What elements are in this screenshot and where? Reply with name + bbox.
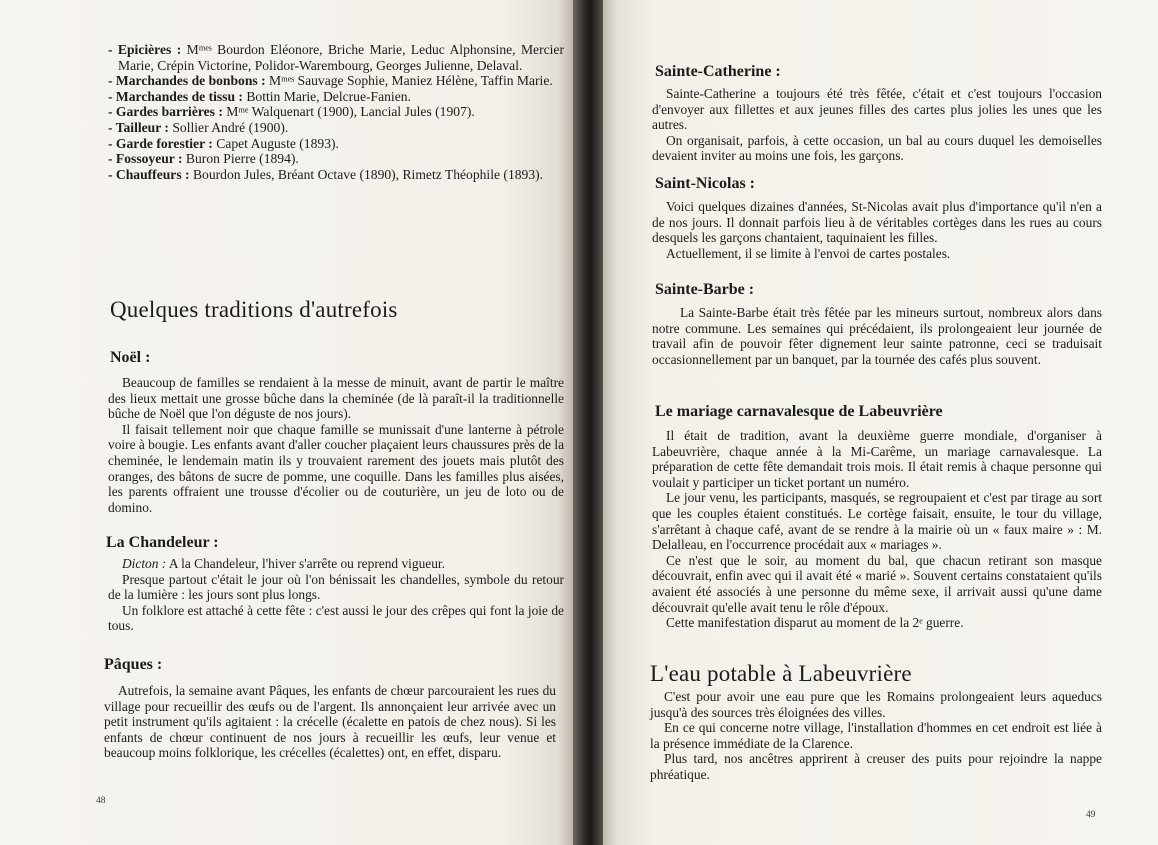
paragraph: Voici quelques dizaines d'années, St-Nicolas avait plus d'importance qu'il n'en a de nos jours. Il donnait parfois lieu à de véritables cortèges dans les rues au cours desquels les garçons chantaient, taquinaient les filles. bbox=[652, 199, 1102, 246]
paragraph: Un folklore est attaché à cette fête : c'est aussi le jour des crêpes qui font la joie de tous. bbox=[108, 602, 564, 634]
trade-entry: - Marchandes de tissu : Bottin Marie, Delcrue-Fanien. bbox=[108, 88, 411, 104]
paragraph: On organisait, parfois, à cette occasion, un bal au cours duquel les demoiselles devaient inviter au moins une fois, les garçons. bbox=[652, 132, 1102, 164]
paragraph: La Sainte-Barbe était très fêtée par les mineurs surtout, nombreux alors dans notre commune. Les semaines qui précédaient, ils prolongeaient leur journée de travail afin de pouvoir fêter dignement leur sainte patronne, ceci se traduisait occasionnellement par un banquet, par la tournée des cafés plus souvent. bbox=[652, 305, 1102, 367]
trade-entry: - Chauffeurs : Bourdon Jules, Bréant Octave (1890), Rimetz Théophile (1893). bbox=[108, 166, 544, 182]
paragraph: Cette manifestation disparut au moment de la 2ᵉ guerre. bbox=[666, 615, 964, 631]
heading-saint-nicolas: Saint-Nicolas : bbox=[655, 175, 755, 192]
heading-chandeleur: La Chandeleur : bbox=[106, 534, 219, 551]
paragraph: Sainte-Catherine a toujours été très fêtée, c'était et c'est toujours l'occasion d'envoyer aux fillettes et aux jeunes filles des cartes plus jolies les unes que les autres. bbox=[652, 86, 1102, 133]
trade-entry: - Gardes barrières : Mᵐᵉ Walquenart (1900), Lancial Jules (1907). bbox=[108, 104, 475, 120]
paragraph: Autrefois, la semaine avant Pâques, les enfants de chœur parcouraient les rues du village pour recueillir des œufs ou de l'argent. Ils annonçaient leur arrivée avec un petit instrument qu'ils agitaient : la crécelle (écalette en patois de chez nous). Si les enfants de chœur continuent de nos jours à recueillir les œufs, leur venue et beaucoup moins folklorique, les crécelles (écalettes) ont, en effet, disparu. bbox=[104, 683, 556, 761]
heading-mariage: Le mariage carnavalesque de Labeuvrière bbox=[655, 403, 943, 420]
paragraph: Le jour venu, les participants, masqués, se regroupaient et c'est par tirage au sort que les couples étaient constitués. Le cortège faisait, ensuite, le tour du village, s'arrêtant à chaque café, avant de se rendre à la mairie où un « faux maire » : M. Delalleau, en l'occurrence procédait aux « mariages ». bbox=[652, 490, 1102, 553]
sainte-catherine-body bbox=[652, 86, 1102, 164]
noel-body bbox=[108, 375, 564, 515]
book-gutter bbox=[573, 0, 603, 845]
heading-noel: Noël : bbox=[110, 349, 151, 366]
page-number-right: 49 bbox=[1086, 810, 1096, 820]
trades-list bbox=[108, 42, 564, 182]
heading-paques: Pâques : bbox=[104, 656, 163, 673]
eau-body bbox=[650, 689, 1102, 783]
trade-entry: - Tailleur : Sollier André (1900). bbox=[108, 119, 289, 135]
dicton-label: Dicton : bbox=[122, 556, 167, 571]
paragraph: Plus tard, nos ancêtres apprirent à creuser des puits pour rejoindre la nappe phréatique. bbox=[650, 751, 1102, 782]
trade-entry: - Epicières : Mᵐᵉˢ Bourdon Eléonore, Briche Marie, Leduc Alphonsine, Mercier Marie, Crépin Victorine, Polidor-Warembourg, Georges Julienne, Delaval. bbox=[108, 42, 564, 73]
paragraph: Il faisait tellement noir que chaque famille se munissait d'une lanterne à pétrole voire à bougie. Les enfants avant d'aller coucher plaçaient leurs chaussures près de la cheminée, le lendemain matin ils y trouvaient rarement des jouets mais plutôt des oranges, des bâtons de sucre de pomme, une coquille. Dans les familles plus aisées, les parents offraient une trousse d'écolier ou de couturière, un jeu de loto ou de domino. bbox=[108, 421, 565, 515]
trade-entry: - Marchandes de bonbons : Mᵐᵉˢ Sauvage Sophie, Maniez Hélène, Taffin Marie. bbox=[108, 73, 553, 89]
section-title-eau: L'eau potable à Labeuvrière bbox=[650, 661, 912, 686]
paragraph: Beaucoup de familles se rendaient à la messe de minuit, avant de partir le maître des lieux mettait une grosse bûche dans la cheminée (de là paraît-il la traditionnelle bûche de Noël que l'on déguste de nos jours). bbox=[108, 375, 564, 422]
mariage-body bbox=[652, 428, 1102, 631]
trade-entry: - Fossoyeur : Buron Pierre (1894). bbox=[108, 151, 299, 167]
page-number-left: 48 bbox=[96, 796, 106, 806]
heading-sainte-barbe: Sainte-Barbe : bbox=[655, 281, 755, 298]
section-title-traditions: Quelques traditions d'autrefois bbox=[110, 297, 398, 322]
paragraph: C'est pour avoir une eau pure que les Romains prolongeaient leurs aqueducs jusqu'à des sources très éloignées des villes. bbox=[650, 689, 1102, 720]
paragraph: En ce qui concerne notre village, l'installation d'hommes en cet endroit est liée à la présence immédiate de la Clarence. bbox=[650, 720, 1102, 751]
paragraph: Ce n'est que le soir, au moment du bal, que chacun retirant son masque découvrait, enfin avec qui il avait été « marié ». Souvent certains constataient qu'ils avaient été associés à une personne du même sexe, il arrivait aussi qu'une dame découvrait qu'elle avait tenu le rôle d'époux. bbox=[652, 552, 1102, 615]
saint-nicolas-body bbox=[652, 199, 1102, 261]
paragraph: Presque partout c'était le jour où l'on bénissait les chandelles, symbole du retour de la lumière : les jours sont plus longs. bbox=[108, 571, 564, 603]
dicton: Dicton : A la Chandeleur, l'hiver s'arrête ou reprend vigueur. bbox=[122, 556, 445, 571]
heading-sainte-catherine: Sainte-Catherine : bbox=[655, 63, 781, 80]
sainte-barbe-body bbox=[652, 305, 1102, 367]
paragraph: Actuellement, il se limite à l'envoi de cartes postales. bbox=[666, 245, 951, 261]
trade-entry: - Garde forestier : Capet Auguste (1893). bbox=[108, 135, 339, 151]
chandeleur-body bbox=[108, 556, 564, 634]
paques-body bbox=[104, 683, 556, 761]
paragraph: Il était de tradition, avant la deuxième guerre mondiale, d'organiser à Labeuvrière, chaque année à la Mi-Carême, un mariage carnavalesque. La préparation de cette fête demandait trois mois. Il était remis à chaque personne qui voulait y participer un ticket portant un numéro. bbox=[652, 428, 1102, 490]
